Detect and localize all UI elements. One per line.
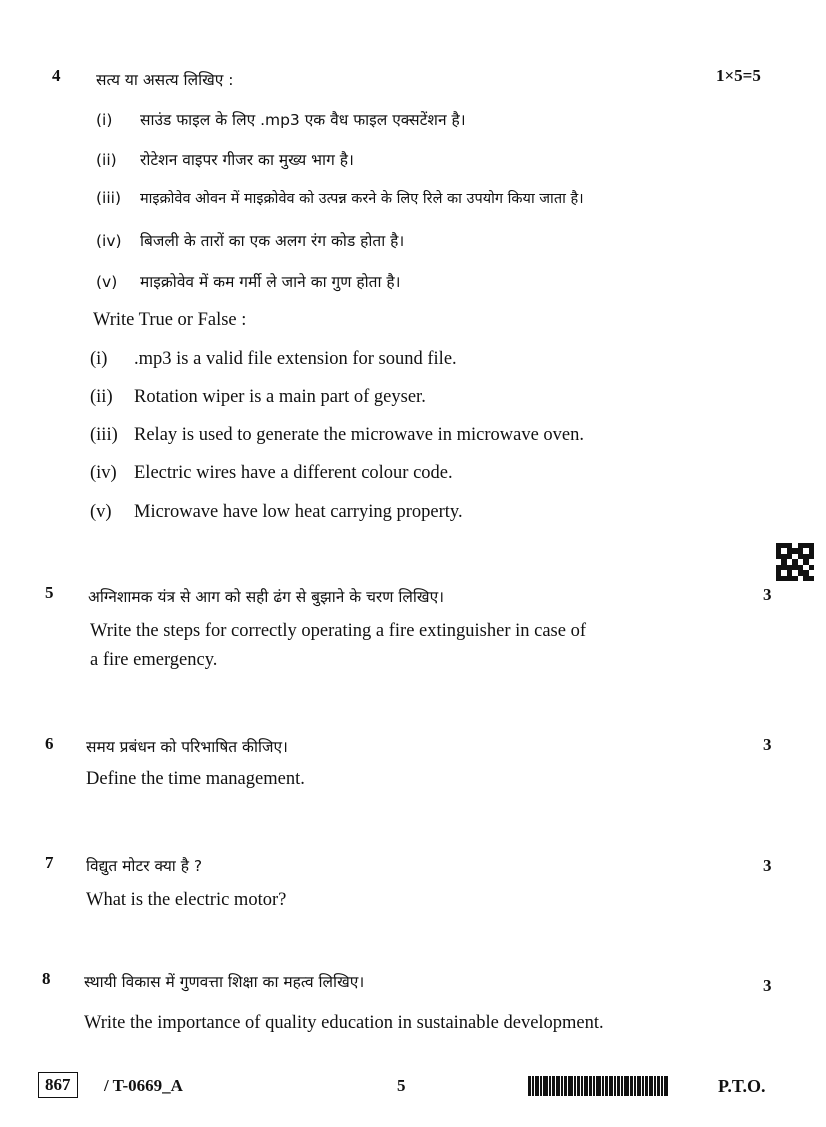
q4-hindi-item: (i) साउंड फाइल के लिए .mp3 एक वैध फाइल एक्सटेंशन है। <box>96 111 466 129</box>
pto-label: P.T.O. <box>718 1076 766 1096</box>
q4-english-item: (i) .mp3 is a valid file extension for sound file. <box>90 349 457 369</box>
question-5-english-line-1: Write the steps for correctly operating a fire extinguisher in case of <box>90 621 586 641</box>
question-4-marks: 1×5=5 <box>716 66 761 85</box>
question-7-hindi: विद्युत मोटर क्या है ? <box>86 857 203 875</box>
question-8-number: 8 <box>42 969 51 988</box>
question-7-number: 7 <box>45 853 54 872</box>
q4-hindi-item: (iv) बिजली के तारों का एक अलग रंग कोड होता है। <box>96 232 405 250</box>
question-8-english: Write the importance of quality education in sustainable development. <box>84 1013 604 1033</box>
question-6-marks: 3 <box>763 735 772 754</box>
question-6-number: 6 <box>45 734 54 753</box>
question-7-english: What is the electric motor? <box>86 890 287 910</box>
page-number: 5 <box>397 1076 406 1095</box>
q4-english-item: (ii) Rotation wiper is a main part of geyser. <box>90 387 426 407</box>
question-5-number: 5 <box>45 583 54 602</box>
qr-code-icon <box>776 543 814 581</box>
q4-english-item: (iii) Relay is used to generate the microwave in microwave oven. <box>90 425 585 445</box>
question-5-hindi: अग्निशामक यंत्र से आग को सही ढंग से बुझाने के चरण लिखिए। <box>88 588 445 606</box>
question-8-hindi: स्थायी विकास में गुणवत्ता शिक्षा का महत्व लिखिए। <box>84 973 365 991</box>
question-4-number: 4 <box>52 66 61 85</box>
q4-hindi-item: (v) माइक्रोवेव में कम गर्मी ले जाने का गुण होता है। <box>96 273 401 291</box>
q4-english-item: (v) Microwave have low heat carrying property. <box>90 502 463 522</box>
paper-id: / T-0669_A <box>104 1076 183 1095</box>
q4-english-item: (iv) Electric wires have a different colour code. <box>90 463 453 483</box>
question-6-hindi: समय प्रबंधन को परिभाषित कीजिए। <box>86 738 288 756</box>
question-4-english-title: Write True or False : <box>93 310 247 330</box>
question-6-english: Define the time management. <box>86 769 305 789</box>
question-7-marks: 3 <box>763 856 772 875</box>
question-8-marks: 3 <box>763 976 772 995</box>
barcode-icon <box>528 1076 669 1096</box>
question-5-marks: 3 <box>763 585 772 604</box>
question-5-english-line-2: a fire emergency. <box>90 650 218 670</box>
question-4-hindi-title: सत्य या असत्य लिखिए : <box>96 71 234 89</box>
q4-hindi-item: (iii) माइक्रोवेव ओवन में माइक्रोवेव को उत्पन्न करने के लिए रिले का उपयोग किया जाता है। <box>96 189 584 207</box>
paper-code-box: 867 <box>38 1072 78 1098</box>
q4-hindi-item: (ii) रोटेशन वाइपर गीजर का मुख्य भाग है। <box>96 151 354 169</box>
